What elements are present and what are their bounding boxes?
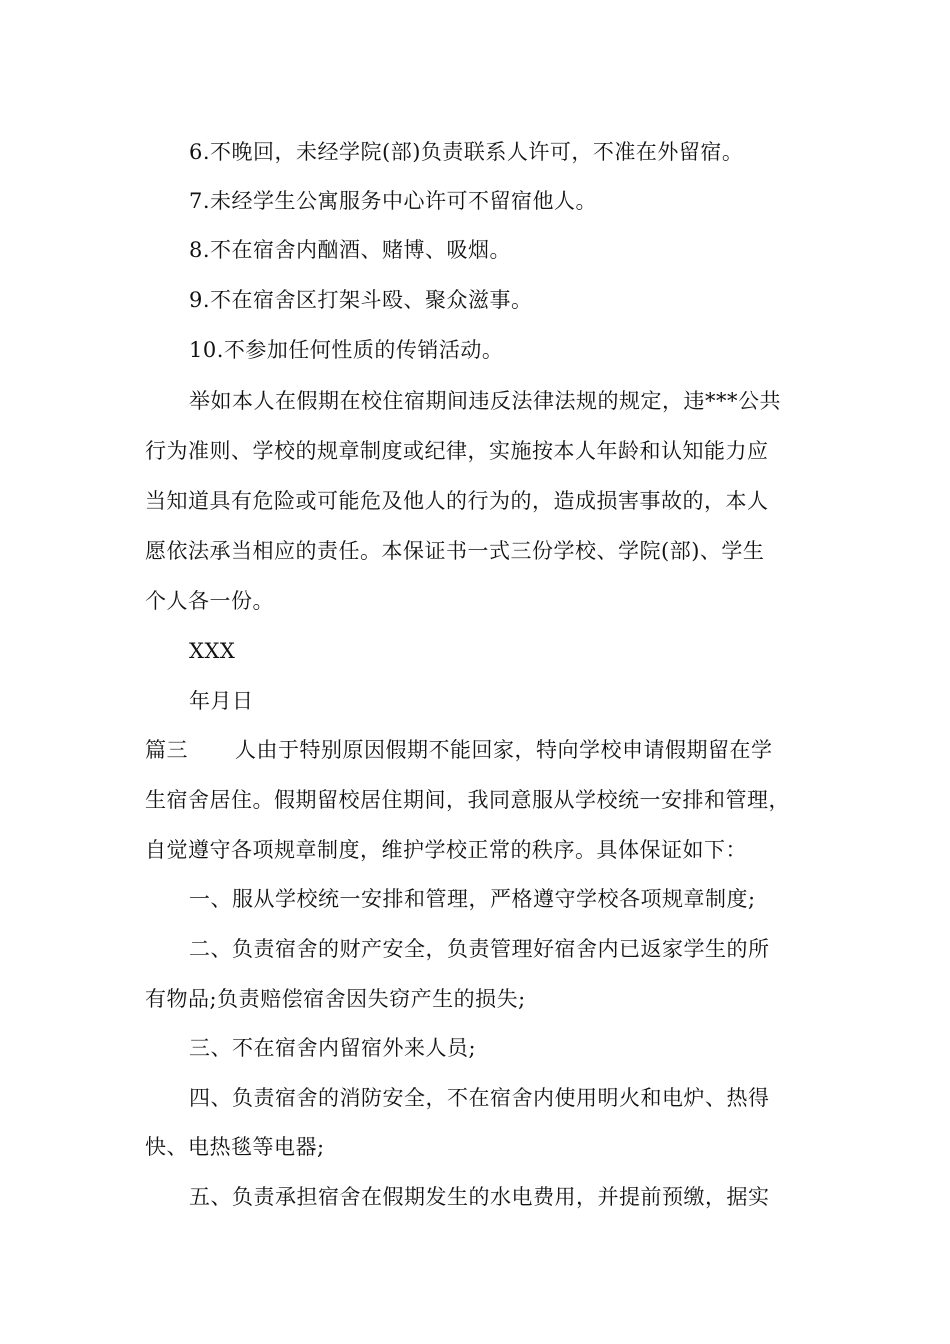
rule-7: 7.未经学生公寓服务中心许可不留宿他人。 xyxy=(189,189,598,213)
paragraph-line: 个人各一份。 xyxy=(145,589,274,613)
signature-date: 年月日 xyxy=(189,689,254,713)
rule-9: 9.不在宿舍区打架斗殴、聚众滋事。 xyxy=(189,288,533,312)
pledge-item-3: 三、不在宿舍内留宿外来人员; xyxy=(189,1036,477,1060)
section-start-line xyxy=(145,735,825,765)
paragraph-line: 行为准则、学校的规章制度或纪律，实施按本人年龄和认知能力应 xyxy=(145,439,769,463)
paragraph-line: 当知道具有危险或可能危及他人的行为的，造成损害事故的，本人 xyxy=(145,489,769,513)
rule-10: 10.不参加任何性质的传销活动。 xyxy=(189,338,504,362)
section-label: 篇三 xyxy=(145,738,188,762)
pledge-item-2: 二、负责宿舍的财产安全，负责管理好宿舍内已返家学生的所 xyxy=(189,937,770,961)
paragraph-line: 愿依法承当相应的责任。本保证书一式三份学校、学院(部)、学生 xyxy=(145,539,765,563)
pledge-item-2-cont: 有物品;负责赔偿宿舍因失窃产生的损失; xyxy=(145,987,526,1011)
rule-6: 6.不晚回，未经学院(部)负责联系人许可，不准在外留宿。 xyxy=(189,140,744,164)
pledge-item-5: 五、负责承担宿舍在假期发生的水电费用，并提前预缴，据实 xyxy=(189,1185,770,1209)
paragraph-line: 生宿舍居住。假期留校居住期间，我同意服从学校统一安排和管理， xyxy=(145,788,790,812)
pledge-item-4: 四、负责宿舍的消防安全，不在宿舍内使用明火和电炉、热得 xyxy=(189,1086,770,1110)
pledge-item-1: 一、服从学校统一安排和管理，严格遵守学校各项规章制度; xyxy=(189,887,756,911)
paragraph-line: 举如本人在假期在校住宿期间违反法律法规的规定，违***公共 xyxy=(189,389,781,413)
rule-8: 8.不在宿舍内酗酒、赌博、吸烟。 xyxy=(189,238,512,262)
section-text: 人由于特别原因假期不能回家，特向学校申请假期留在学 xyxy=(235,738,773,762)
pledge-item-4-cont: 快、电热毯等电器; xyxy=(145,1135,325,1159)
paragraph-line: 自觉遵守各项规章制度，维护学校正常的秩序。具体保证如下： xyxy=(145,838,747,862)
signature-name: XXX xyxy=(189,639,236,663)
